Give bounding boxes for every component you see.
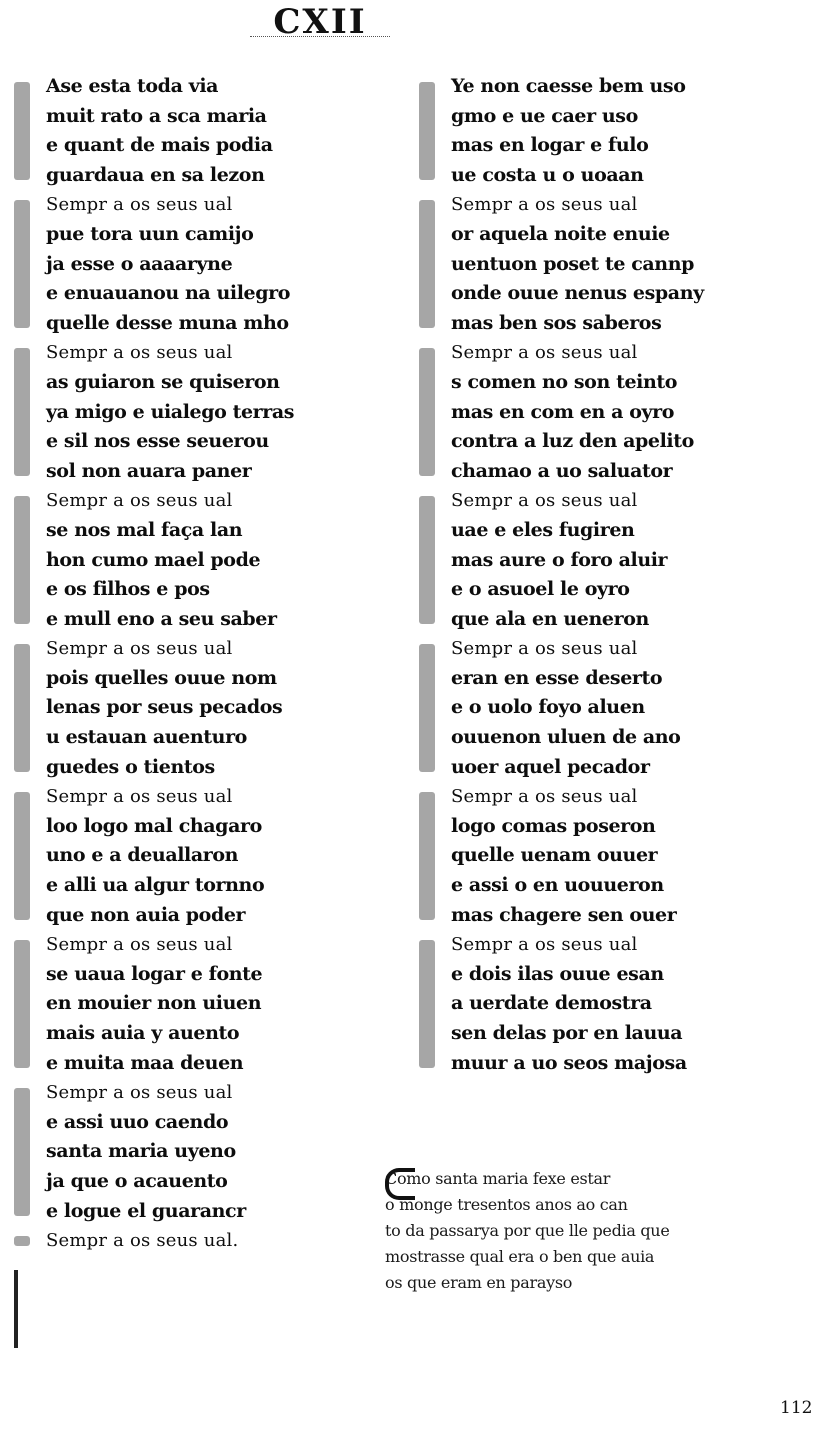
stanza <box>405 634 685 782</box>
verse-line: e dois ilas ouue esan <box>451 962 664 985</box>
verse-line: gmo e ue caer uso <box>451 104 638 127</box>
verse-line: ja esse o aaaaryne <box>46 252 233 275</box>
stanza <box>0 634 283 782</box>
verse-line: hon cumo mael pode <box>46 548 261 571</box>
verse-line: loo logo mal chagaro <box>46 814 262 837</box>
illuminated-initial <box>407 342 447 482</box>
stanza <box>0 72 280 190</box>
refrain-line: Sempr a os seus ual <box>451 934 638 956</box>
header-rule <box>250 36 390 37</box>
illuminated-initial <box>2 786 42 926</box>
verse-line: logo comas poseron <box>451 814 656 837</box>
stanza <box>405 782 685 930</box>
verse-line: guardaua en sa lezon <box>46 163 265 186</box>
refrain-line: Sempr a os seus ual <box>451 786 638 808</box>
verse-line: guedes o tientos <box>46 755 215 778</box>
verse-line: mas ben sos saberos <box>451 311 662 334</box>
rubric-block <box>385 1166 685 1296</box>
verse-line: uentuon poset te cannp <box>451 252 695 275</box>
stanza <box>0 1226 280 1256</box>
illuminated-initial <box>407 490 447 630</box>
verse-line: lenas por seus pecados <box>46 696 283 719</box>
stanza <box>0 190 291 338</box>
stanza <box>0 486 280 634</box>
refrain-line: Sempr a os seus ual <box>46 490 233 512</box>
verse-line: onde ouue nenus espany <box>451 282 704 305</box>
verse-line: e alli ua algur tornno <box>46 874 265 897</box>
verse-line: mas chagere sen ouer <box>451 903 677 926</box>
illuminated-initial <box>2 638 42 778</box>
refrain-line: Sempr a os seus ual <box>451 638 638 660</box>
stanza <box>405 72 685 190</box>
stanza <box>0 930 280 1078</box>
verse-line: u estauan auenturo <box>46 726 247 749</box>
verse-line: sol non auara paner <box>46 459 252 482</box>
rubric-initial-c <box>385 1168 415 1200</box>
folio-header <box>250 2 390 40</box>
verse-line: e logue el guarancr <box>46 1199 246 1222</box>
illuminated-initial <box>2 1230 42 1252</box>
verse-line: uae e eles fugiren <box>451 518 635 541</box>
verse-line: or aquela noite enuie <box>451 222 670 245</box>
verse-line: chamao a uo saluator <box>451 459 673 482</box>
refrain-line: Sempr a os seus ual <box>451 342 638 364</box>
verse-line: mais auia y auento <box>46 1022 240 1044</box>
rubric-line: os que eram en parayso <box>385 1273 573 1292</box>
verse-line: s comen no son teinto <box>451 370 678 393</box>
verse-line: e enuauanou na uilegro <box>46 282 291 305</box>
refrain-line: Sempr a os seus ual <box>46 1082 233 1104</box>
verse-line: Ye non caesse bem uso <box>451 75 686 97</box>
verse-line: uoer aquel pecador <box>451 755 650 778</box>
illuminated-initial <box>407 76 447 186</box>
verse-line: muit rato a sca maria <box>46 104 267 127</box>
refrain-line: Sempr a os seus ual <box>451 194 638 216</box>
verse-line: contra a luz den apelito <box>451 430 694 453</box>
page-number: 112 <box>780 1398 813 1418</box>
refrain-line: Sempr a os seus ual <box>46 786 233 808</box>
verse-line: que ala en ueneron <box>451 607 649 630</box>
stanza <box>405 338 694 486</box>
rubric-line: mostrasse qual era o ben que auia <box>385 1247 655 1266</box>
verse-line: ouuenon uluen de ano <box>451 726 681 749</box>
stanza <box>405 486 685 634</box>
verse-line: ja que o acauento <box>46 1169 228 1192</box>
illuminated-initial <box>2 934 42 1074</box>
illuminated-initial <box>407 786 447 926</box>
illuminated-initial <box>407 638 447 778</box>
illuminated-initial <box>2 490 42 630</box>
stanza <box>405 190 704 338</box>
verse-line: a uerdate demostra <box>451 992 652 1015</box>
stanza <box>0 782 280 930</box>
illuminated-initial <box>407 934 447 1074</box>
illuminated-initial <box>407 194 447 334</box>
stanza <box>0 1078 280 1226</box>
illuminated-initial <box>2 76 42 186</box>
refrain-line: Sempr a os seus ual <box>46 342 233 364</box>
verse-line: quelle desse muna mho <box>46 311 289 334</box>
refrain-line: Sempr a os seus ual <box>46 934 233 956</box>
refrain-line: Sempr a os seus ual <box>46 194 233 216</box>
verse-line: as guiaron se quiseron <box>46 370 280 393</box>
margin-stroke <box>14 1270 18 1348</box>
verse-line: e assi uuo caendo <box>46 1110 229 1133</box>
verse-line: sen delas por en lauua <box>451 1022 683 1044</box>
rubric-line: to da passarya por que lle pedia que <box>385 1221 670 1240</box>
refrain-line: Sempr a os seus ual. <box>46 1230 239 1252</box>
rubric-line: Como santa maria fexe estar <box>385 1169 611 1188</box>
right-text-column <box>405 72 704 1078</box>
verse-line: ue costa u o uoaan <box>451 163 644 186</box>
stanza <box>0 338 295 486</box>
verse-line: e muita maa deuen <box>46 1051 244 1074</box>
verse-line: e o uolo foyo aluen <box>451 696 645 719</box>
folio-numeral: CXII <box>273 2 367 42</box>
verse-line: e os filhos e pos <box>46 578 210 601</box>
verse-line: e o asuoel le oyro <box>451 578 630 601</box>
refrain-line: Sempr a os seus ual <box>451 490 638 512</box>
verse-line: mas en com en a oyro <box>451 400 675 423</box>
verse-line: e mull eno a seu saber <box>46 607 277 630</box>
rubric-line: o monge tresentos anos ao can <box>385 1195 628 1214</box>
verse-line: uno e a deuallaron <box>46 844 239 867</box>
verse-line: eran en esse deserto <box>451 666 663 689</box>
verse-line: se uaua logar e fonte <box>46 962 263 985</box>
left-text-column <box>0 72 295 1256</box>
verse-line: e quant de mais podia <box>46 134 273 157</box>
verse-line: Ase esta toda via <box>46 75 219 97</box>
verse-line: se nos mal faça lan <box>46 518 243 541</box>
illuminated-initial <box>2 1082 42 1222</box>
verse-line: santa maria uyeno <box>46 1140 236 1163</box>
illuminated-initial <box>2 342 42 482</box>
verse-line: e sil nos esse seuerou <box>46 430 269 453</box>
verse-line: ya migo e uialego terras <box>46 400 295 423</box>
verse-line: pois quelles ouue nom <box>46 666 277 689</box>
verse-line: muur a uo seos majosa <box>451 1051 687 1074</box>
verse-line: e assi o en uouueron <box>451 874 664 897</box>
verse-line: pue tora uun camijo <box>46 222 254 245</box>
illuminated-initial <box>2 194 42 334</box>
verse-line: que non auia poder <box>46 903 246 926</box>
verse-line: mas aure o foro aluir <box>451 548 668 571</box>
refrain-line: Sempr a os seus ual <box>46 638 233 660</box>
verse-line: en mouier non uiuen <box>46 992 262 1015</box>
verse-line: mas en logar e fulo <box>451 134 649 157</box>
verse-line: quelle uenam ouuer <box>451 844 658 867</box>
stanza <box>405 930 685 1078</box>
